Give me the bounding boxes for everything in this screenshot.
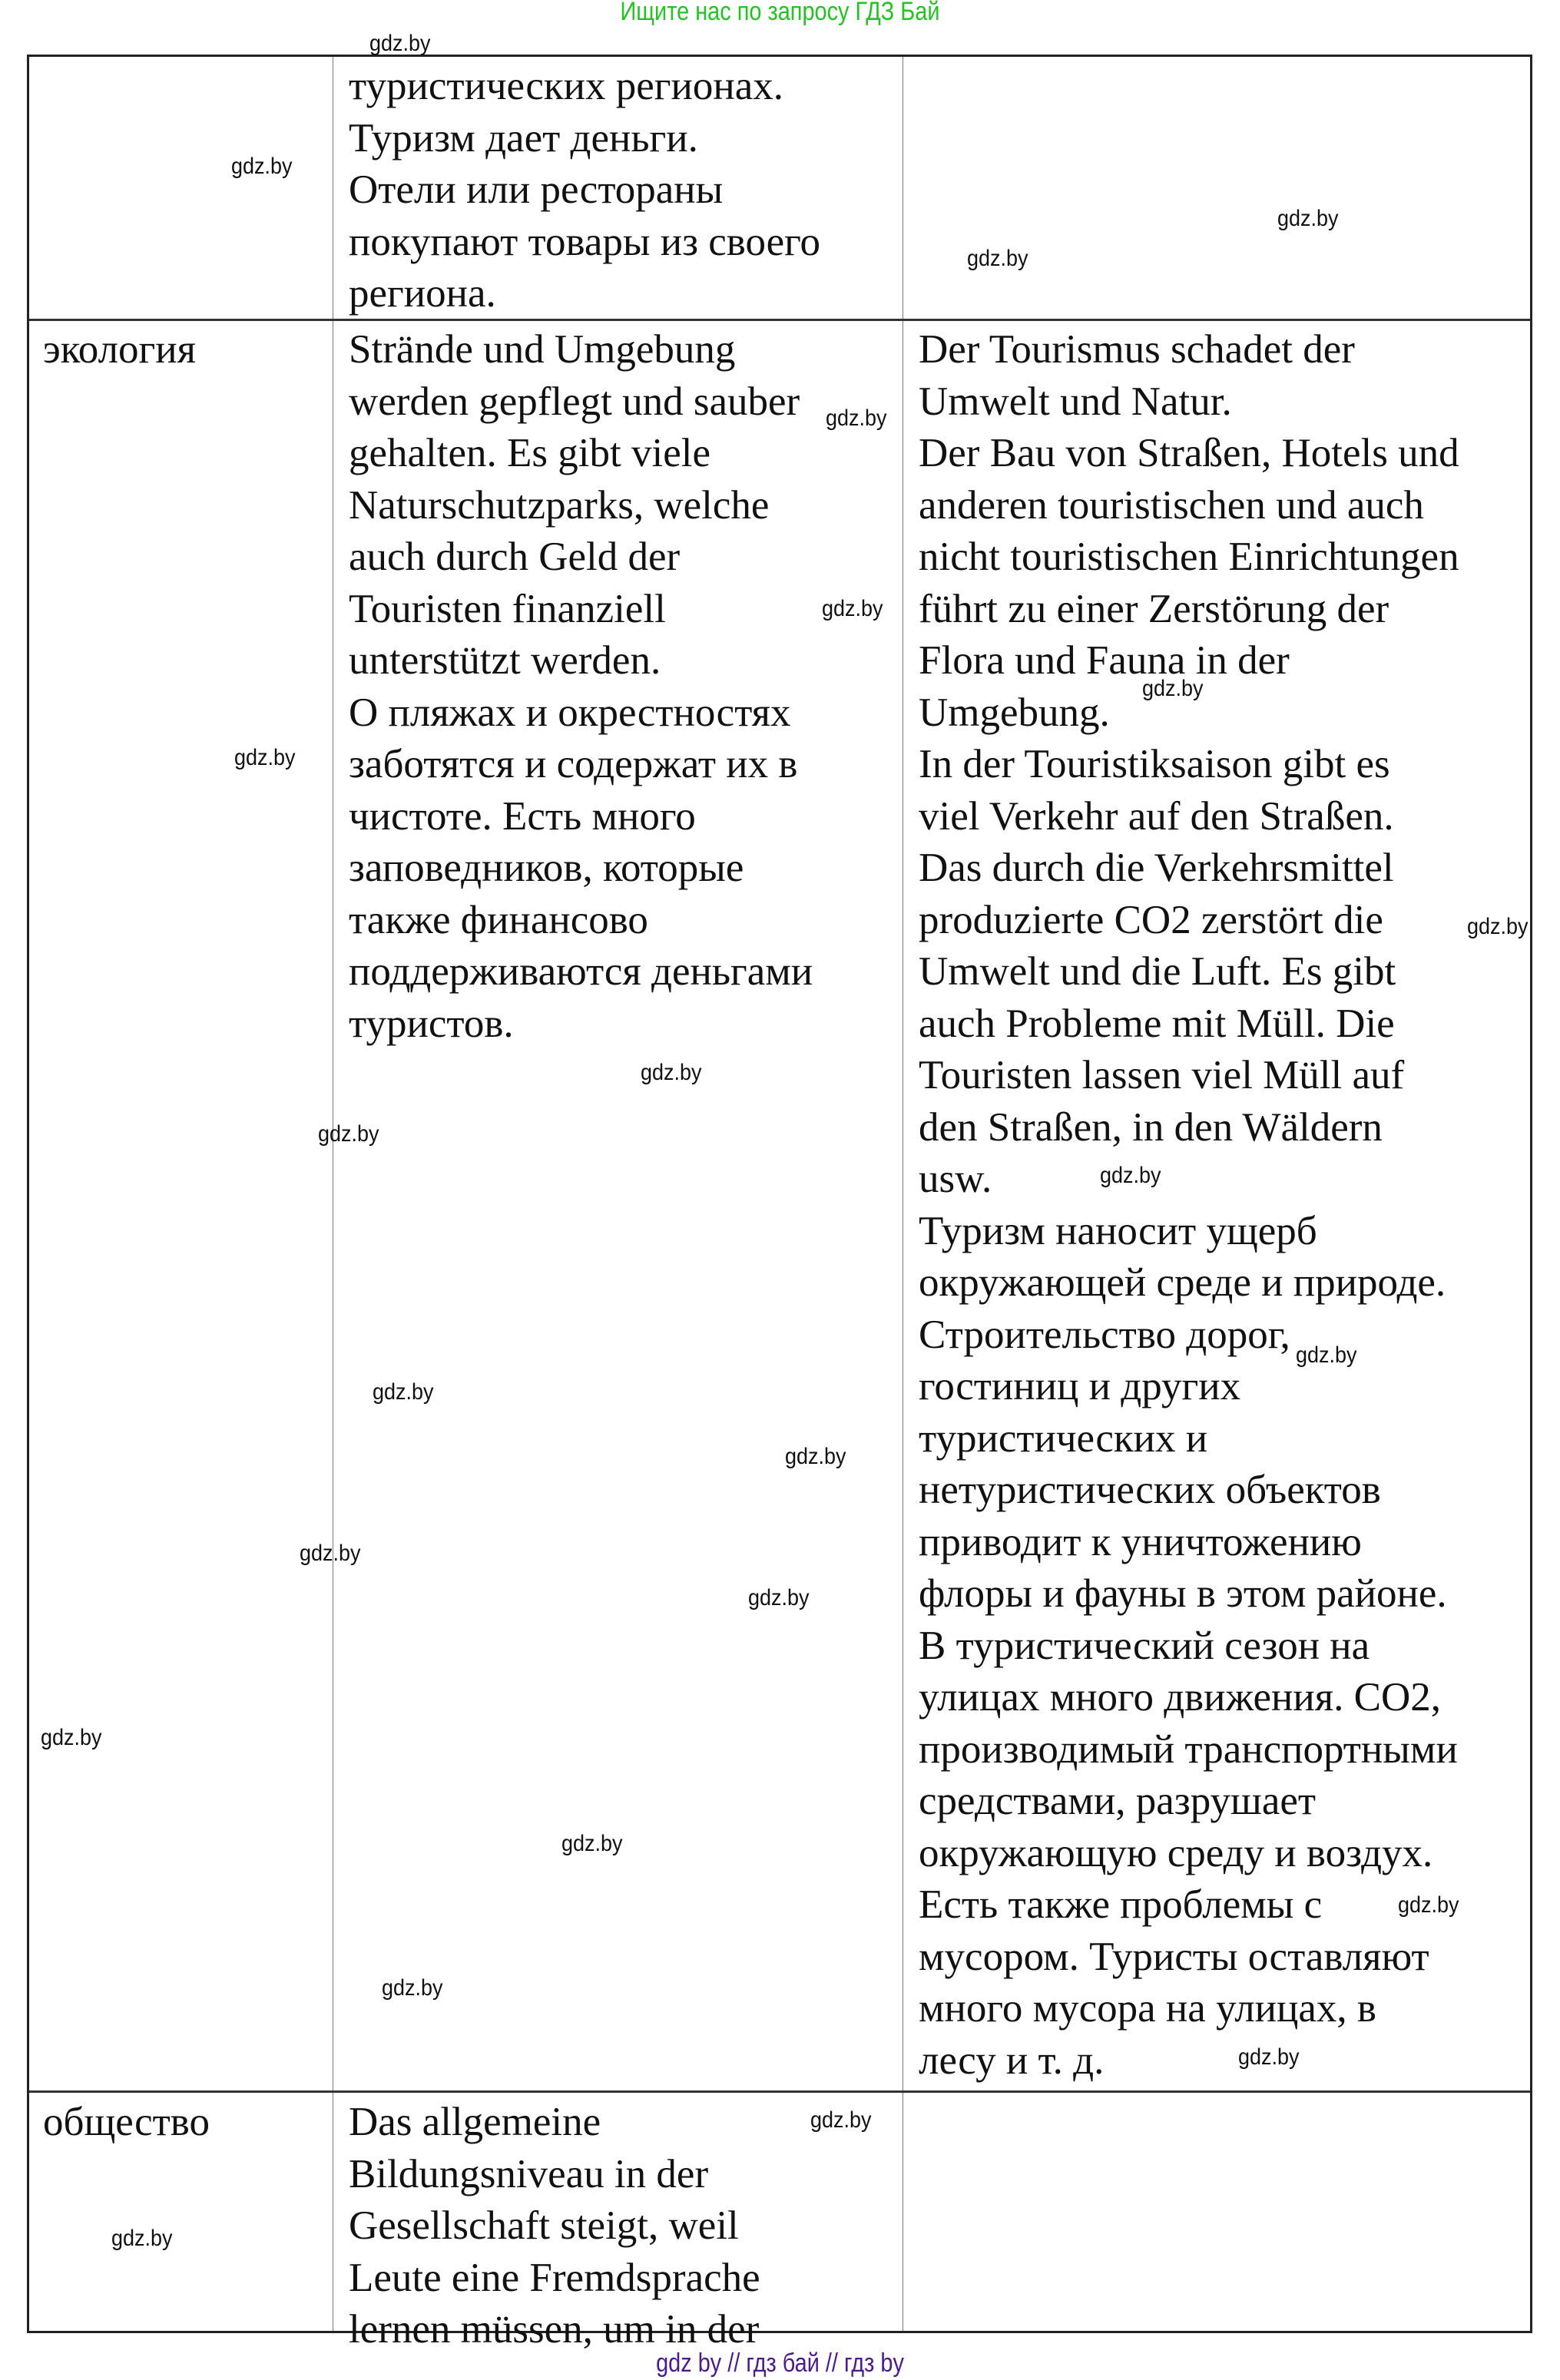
text-line: флоры и фауны в этом районе. — [919, 1571, 1447, 1616]
text-line: Bildungsniveau in der — [349, 2151, 709, 2196]
text-line: заповедников, которые — [349, 846, 744, 890]
pros-cons-table — [27, 55, 1532, 2352]
text-line: viel Verkehr auf den Straßen. — [919, 793, 1394, 839]
row-3-category: общество — [43, 2100, 210, 2144]
text-line: den Straßen, in den Wäldern — [919, 1104, 1383, 1150]
text-line: unterstützt werden. — [349, 638, 661, 683]
text-line: Touristen finanziell — [349, 586, 666, 631]
text-line: In der Touristiksaison gibt es — [919, 742, 1390, 786]
text-line: средствами, разрушает — [919, 1779, 1317, 1823]
text-line: окружающую среду и воздух. — [919, 1830, 1433, 1875]
text-line: lernen müssen, um in der — [349, 2307, 760, 2352]
text-line: Umwelt und die Luft. Es gibt — [919, 949, 1396, 994]
text-line: Есть также проблемы с — [919, 1882, 1323, 1927]
text-line: также финансово — [349, 897, 648, 942]
text-line: Der Tourismus schadet der — [919, 327, 1355, 372]
text-line: führt zu einer Zerstörung der — [919, 586, 1389, 631]
row-1-positive-cell — [349, 61, 820, 320]
text-line: окружающей среде и природе. — [919, 1260, 1446, 1305]
text-line: nicht touristischen Einrichtungen — [919, 535, 1459, 579]
text-line: Das durch die Verkehrsmittel — [919, 846, 1394, 890]
watermark: gdz.by — [810, 2107, 872, 2133]
text-line: werden gepflegt und sauber — [349, 379, 800, 424]
text-line: usw. — [919, 1157, 992, 1201]
text-line: туристических регионах. — [349, 64, 784, 108]
text-line: Strände und Umgebung — [349, 327, 736, 372]
text-line: Touristen lassen viel Müll auf — [919, 1053, 1405, 1097]
text-line: produzierte CO2 zerstört die — [919, 897, 1383, 942]
text-line: лесу и т. д. — [919, 2037, 1105, 2083]
text-line: Das allgemeine — [349, 2100, 601, 2144]
watermark: gdz.by — [826, 405, 887, 431]
row-2-negative-cell — [919, 324, 1459, 2087]
watermark: gdz.by — [41, 1725, 102, 1750]
text-line: В туристический сезон на — [919, 1623, 1370, 1668]
watermark: gdz.by — [785, 1444, 846, 1469]
watermark: gdz.by — [231, 154, 293, 179]
text-line: Leute eine Fremdsprache — [349, 2255, 760, 2300]
text-line: О пляжах и окрестностях — [349, 690, 791, 735]
text-line: много мусора на улицах, в — [919, 1986, 1376, 2031]
search-banner: Ищите нас по запросу ГДЗ Бай — [620, 0, 940, 26]
text-line: туристических и — [919, 1415, 1208, 1461]
text-line: нетуристических объектов — [919, 1468, 1381, 1512]
text-line: Flora und Fauna in der — [919, 638, 1290, 683]
text-line: Naturschutzparks, welche — [349, 482, 770, 528]
text-line: auch Probleme mit Müll. Die — [919, 1001, 1395, 1046]
text-line: Der Bau von Straßen, Hotels und — [919, 431, 1459, 475]
watermark: gdz.by — [382, 1975, 443, 2001]
row-3-positive-cell — [349, 2097, 760, 2356]
text-line: Отели или рестораны — [349, 167, 724, 212]
watermark: gdz.by — [111, 2226, 173, 2251]
watermark: gdz.by — [1398, 1892, 1459, 1918]
watermark: gdz.by — [967, 246, 1028, 271]
text-line: производимый транспортными — [919, 1726, 1458, 1772]
text-line: улицах много движения. CO2, — [919, 1675, 1441, 1720]
text-line: заботятся и содержат их в — [349, 742, 798, 786]
text-line: покупают товары из своего — [349, 219, 821, 264]
watermark: gdz.by — [1142, 676, 1204, 701]
text-line: туристов. — [349, 1001, 514, 1046]
text-line: Туризм дает деньги. — [349, 115, 698, 161]
text-line: auch durch Geld der — [349, 535, 681, 579]
watermark: gdz.by — [300, 1541, 361, 1566]
watermark: gdz.by — [318, 1121, 379, 1147]
text-line: приводит к уничтожению — [919, 1519, 1362, 1564]
watermark: gdz.by — [641, 1060, 702, 1085]
text-line: Gesellschaft steigt, weil — [349, 2203, 739, 2248]
text-line: региона. — [349, 271, 496, 316]
watermark: gdz.by — [822, 596, 883, 621]
row-divider — [29, 2090, 1530, 2093]
text-line: anderen touristischen und auch — [919, 482, 1424, 528]
text-line: чистоте. Есть много — [349, 793, 696, 839]
text-line: gehalten. Es gibt viele — [349, 431, 710, 475]
text-line: гостиниц и других — [919, 1364, 1241, 1408]
watermark: gdz.by — [1296, 1342, 1357, 1368]
footer-links: gdz by // гдз бай // гдз by — [656, 2349, 904, 2378]
text-line: мусором. Туристы оставляют — [919, 1934, 1429, 1979]
watermark: gdz.by — [561, 1831, 623, 1856]
text-line: Umwelt und Natur. — [919, 379, 1232, 424]
row-2-positive-cell — [349, 324, 813, 1050]
text-line: Umgebung. — [919, 690, 1110, 735]
watermark: gdz.by — [748, 1585, 810, 1610]
watermark: gdz.by — [234, 745, 296, 770]
watermark: gdz.by — [373, 1379, 434, 1405]
watermark: gdz.by — [1100, 1163, 1161, 1188]
text-line: Строительство дорог, — [919, 1312, 1290, 1357]
text-line: поддерживаются деньгами — [349, 949, 813, 994]
row-2-category: экология — [43, 327, 197, 372]
watermark: gdz.by — [1238, 2044, 1300, 2070]
watermark: gdz.by — [1467, 914, 1529, 939]
watermark: gdz.by — [1277, 206, 1339, 231]
watermark: gdz.by — [369, 31, 431, 56]
text-line: Туризм наносит ущерб — [919, 1208, 1317, 1253]
